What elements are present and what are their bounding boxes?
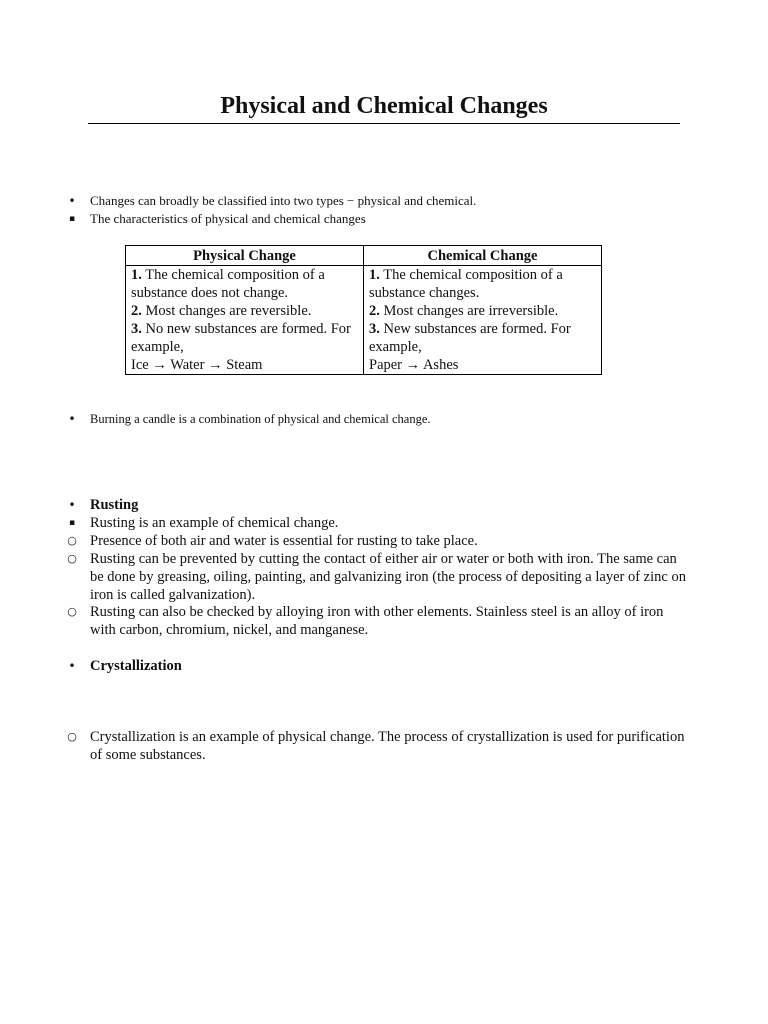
point-number: 3. [369,321,380,337]
table-header-row [126,246,602,266]
point-number: 1. [369,267,380,283]
bullet-circle: ○ [67,605,77,618]
bullet-square: ▪ [68,214,76,224]
section-heading-crystallization [66,657,686,675]
chemical-point-2 [369,302,596,320]
point-text: The chemical composition of a substance does not change. [131,267,325,301]
example-text: Paper → Ashes [369,357,459,373]
bullet-square: ▪ [68,518,76,528]
point-text: Most changes are irreversible. [379,303,559,319]
list-item-text: Rusting can be prevented by cutting the contact of either air or water or both with iron. The same can be done by greasing, oiling, painting, and galvanizing iron (the process of depositing a layer of zinc on iron is called galvanization). [90,551,686,603]
point-text: New substances are formed. For example, [369,321,571,355]
bullet-circle: ○ [67,552,77,565]
bullet-circle: ○ [67,534,77,547]
list-item [66,210,686,228]
list-item [66,550,686,604]
bullet-disc: • [68,412,76,426]
list-item-text: Rusting can also be checked by alloying iron with other elements. Stainless steel is an alloy of iron with carbon, chromium, nickel, and manganese. [90,604,664,638]
bullet-disc: • [68,194,76,208]
table-row [126,266,602,375]
physical-point-2 [131,302,358,320]
point-text: Most changes are reversible. [141,303,312,319]
chemical-point-1 [369,266,596,302]
list-item-text: Rusting is an example of chemical change. [90,515,339,531]
list-item [66,514,686,532]
physical-example [131,356,358,374]
list-item [66,603,686,639]
table-header-chemical: Chemical Change [364,246,602,266]
section-heading-text: Rusting [90,497,139,513]
physical-point-1 [131,266,358,302]
chemical-example [369,356,596,374]
list-item-text: The characteristics of physical and chemical changes [90,211,366,226]
bullet-disc: • [68,498,76,512]
chemical-point-3 [369,320,596,356]
section-heading-rusting [66,496,686,514]
list-item [66,192,686,210]
point-number: 3. [131,321,142,337]
physical-point-3 [131,320,358,356]
point-number: 2. [131,303,142,319]
list-item-text: Crystallization is an example of physical change. The process of crystallization is used for purification of some substances. [90,729,685,763]
point-text: The chemical composition of a substance changes. [369,267,563,301]
list-item-text: Changes can broadly be classified into two types − physical and chemical. [90,193,477,208]
section-heading-text: Crystallization [90,658,182,674]
page-title: Physical and Chemical Changes [88,93,680,124]
point-text: No new substances are formed. For example, [131,321,351,355]
list-item [66,532,686,550]
chemical-change-cell [364,266,602,375]
example-text: Ice → Water → Steam [131,357,263,373]
list-item [66,728,686,764]
comparison-table [125,245,602,375]
bullet-disc: • [68,659,76,673]
list-item-text: Presence of both air and water is essential for rusting to take place. [90,533,478,549]
list-item [66,410,686,428]
point-number: 2. [369,303,380,319]
point-number: 1. [131,267,142,283]
bullet-circle: ○ [67,730,77,743]
physical-change-cell [126,266,364,375]
list-item-text: Burning a candle is a combination of physical and chemical change. [90,412,431,426]
table-header-physical: Physical Change [126,246,364,266]
